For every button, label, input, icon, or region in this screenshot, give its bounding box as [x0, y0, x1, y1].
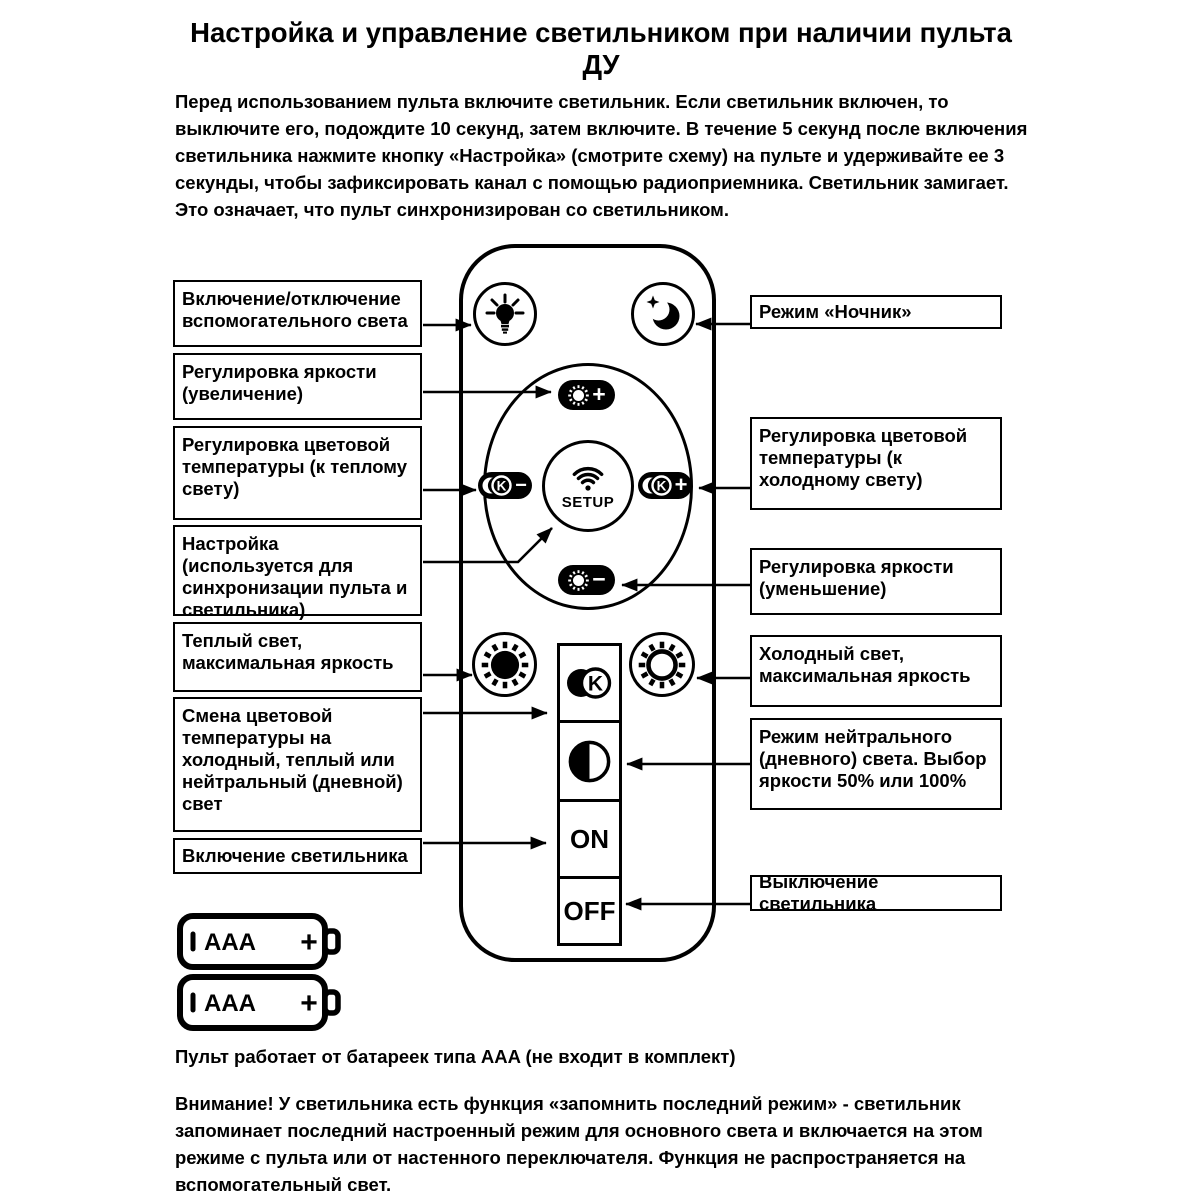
warm-max-button: [472, 632, 537, 697]
battery-aaa-icon: [176, 973, 344, 1031]
label-setup: Настройка (используется для синхронизации пульта и светильника): [173, 525, 422, 616]
label-brightness-down: Регулировка яркости (уменьшение): [750, 548, 1002, 615]
label-temp-cold: Регулировка цветовой температуры (к холодному свету): [750, 417, 1002, 510]
neutral-mode-button: [560, 723, 619, 802]
night-mode-button: [631, 282, 695, 346]
label-power-off: Выключение светильника: [750, 875, 1002, 911]
minus-sign: −: [515, 474, 527, 497]
temp-cold-button: [638, 472, 692, 499]
battery-note: Пульт работает от батареек типа AAA (не входит в комплект): [175, 1046, 736, 1067]
label-warm-max: Теплый свет, максимальная яркость: [173, 622, 422, 692]
label-power-on: Включение светильника: [173, 838, 422, 874]
setup-button: [542, 440, 634, 532]
label-aux-light-toggle: Включение/отключение вспомогательного света: [173, 280, 422, 347]
aux-light-button: [473, 282, 537, 346]
battery-plus-sign: +: [300, 926, 318, 959]
k-circle-minus-icon: [478, 472, 532, 499]
on-label: ON: [570, 823, 609, 854]
wifi-icon: [568, 462, 608, 493]
temp-warm-button: [478, 472, 532, 499]
minus-sign: −: [592, 565, 606, 592]
label-neutral-mode: Режим нейтрального (дневного) света. Выбор яркости 50% или 100%: [750, 718, 1002, 810]
label-cold-max: Холодный свет, максимальная яркость: [750, 635, 1002, 707]
label-night-mode: Режим «Ночник»: [750, 295, 1002, 329]
setup-label: SETUP: [561, 493, 615, 511]
off-label: OFF: [563, 895, 616, 926]
label-temp-cycle: Смена цветовой температуры на холодный, теплый или нейтральный (дневной) свет: [173, 697, 422, 832]
label-brightness-up: Регулировка яркости (увеличение): [173, 353, 422, 420]
label-temp-warm: Регулировка цветовой температуры (к теплому свету): [173, 426, 422, 520]
sun-filled-icon: [479, 639, 531, 691]
power-on-button: [560, 802, 619, 879]
brightness-up-button: [558, 380, 615, 410]
page-title: Настройка и управление светильником при наличии пульта ДУ: [190, 17, 1012, 80]
plus-sign: +: [674, 472, 688, 497]
brightness-down-button: [558, 565, 615, 595]
moon-k-icon: [564, 663, 616, 703]
sun-icon: [567, 569, 590, 592]
remote-button-column: [557, 643, 622, 946]
power-off-button: [560, 879, 619, 943]
k-letter: K: [656, 478, 667, 494]
battery-type-label: AAA: [204, 929, 256, 956]
bulb-rays-icon: [482, 291, 528, 337]
intro-paragraph: Перед использованием пульта включите светильник. Если светильник включен, то выключите его, подождите 10 секунд, затем включите. В течение 5 секунд после включения светильника нажмите кнопку «Настройка» (смотрите схему) на пульте и удерживайте ее 3 секунды, чтобы зафиксировать канал с помощью радиоприемника. Светильник замигает. Это означает, что пульт синхронизирован со светильником.: [175, 91, 1028, 220]
half-filled-circle-icon: [566, 738, 613, 785]
battery-plus-sign: +: [300, 987, 318, 1020]
battery-type-label: AAA: [204, 990, 256, 1017]
sun-outline-icon: [636, 639, 688, 691]
k-letter: K: [587, 672, 603, 696]
sun-icon: [567, 384, 590, 407]
plus-sign: +: [592, 380, 606, 407]
warning-note: Внимание! У светильника есть функция «запомнить последний режим» - светильник запоминает последний настроенный режим для основного света и включается на этом режиме с пульта или от настенного переключателя. Функция не распространяется на вспомогательный свет.: [175, 1093, 983, 1195]
k-letter: K: [496, 478, 507, 494]
k-circle-plus-icon: [638, 472, 692, 499]
moon-star-icon: [640, 291, 686, 337]
battery-aaa-icon: [176, 912, 344, 970]
cold-max-button: [629, 632, 695, 697]
temp-cycle-button: [560, 646, 619, 723]
